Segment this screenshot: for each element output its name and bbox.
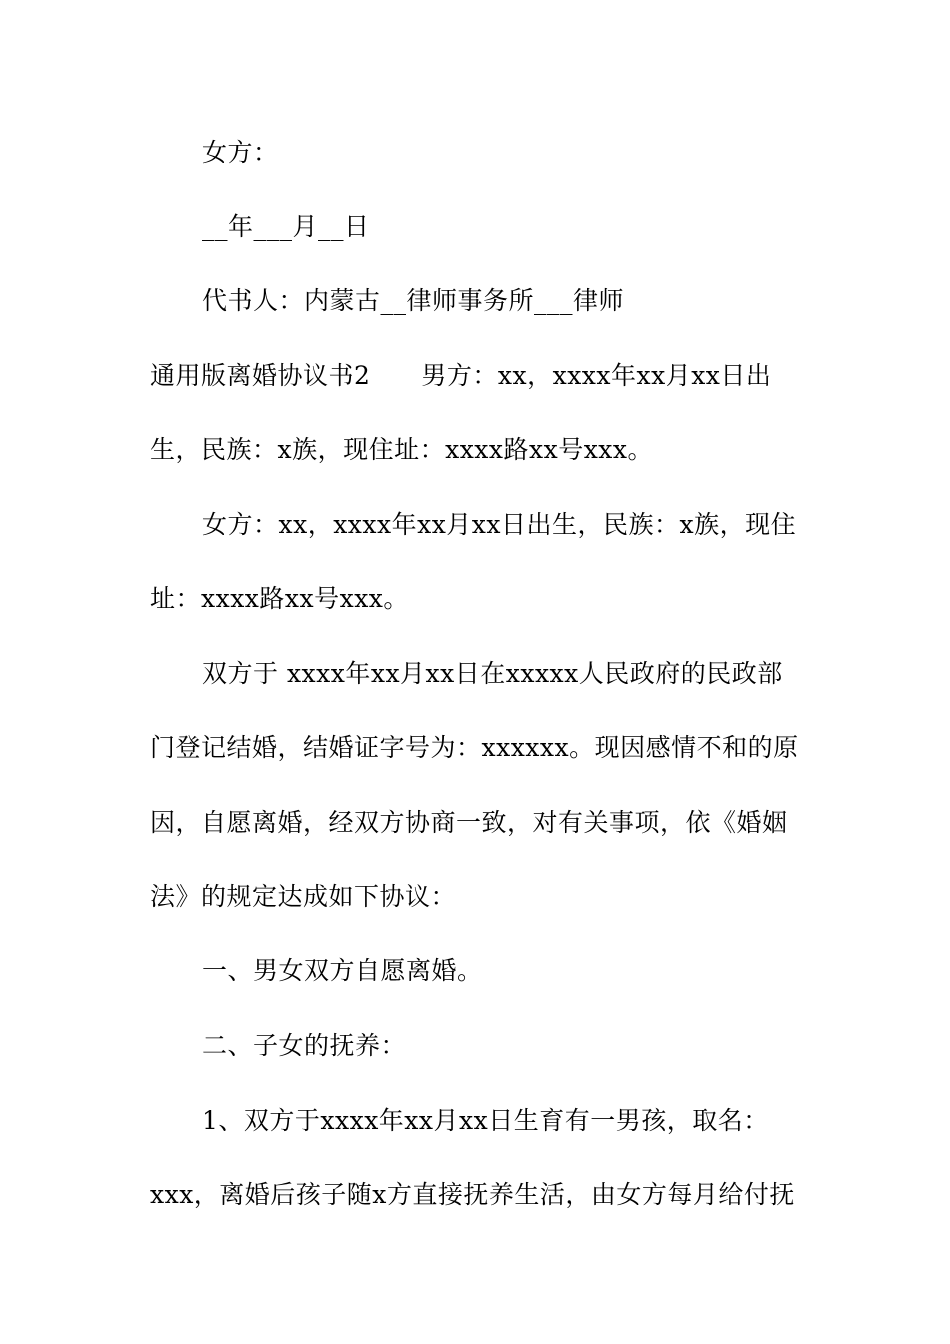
text-line-female-info: 女方：xx，xxxx年xx月xx日出生，民族：x族，现住 [202,510,797,539]
text-line-marriage-1: 双方于 xxxx年xx月xx日在xxxxx人民政府的民政部 [202,659,783,688]
text-line-marriage-4: 法》的规定达成如下协议： [150,882,457,911]
text-line-title-male: 通用版离婚协议书2 男方：xx，xxxx年xx月xx日出 [150,361,772,390]
text-line-child-2: xxx，离婚后孩子随x方直接抚养生活，由女方每月给付抚 [150,1180,795,1209]
text-line-clause-1: 一、男女双方自愿离婚。 [202,956,483,985]
text-line-date: __年___月__日 [202,212,370,241]
text-line-child-1: 1、双方于xxxx年xx月xx日生育有一男孩，取名： [202,1106,769,1135]
text-line-marriage-3: 因，自愿离婚，经双方协商一致，对有关事项，依《婚姻 [150,808,788,837]
text-line-signature-female: 女方： [202,138,279,167]
text-line-marriage-2: 门登记结婚，结婚证字号为：xxxxxx。现因感情不和的原 [150,733,799,762]
text-line-female-address: 址：xxxx路xx号xxx。 [150,584,409,613]
text-line-male-address: 生，民族：x族，现住址：xxxx路xx号xxx。 [150,435,653,464]
text-line-clause-2: 二、子女的抚养： [202,1031,407,1060]
text-line-drafter: 代书人：内蒙古__律师事务所___律师 [202,286,625,315]
